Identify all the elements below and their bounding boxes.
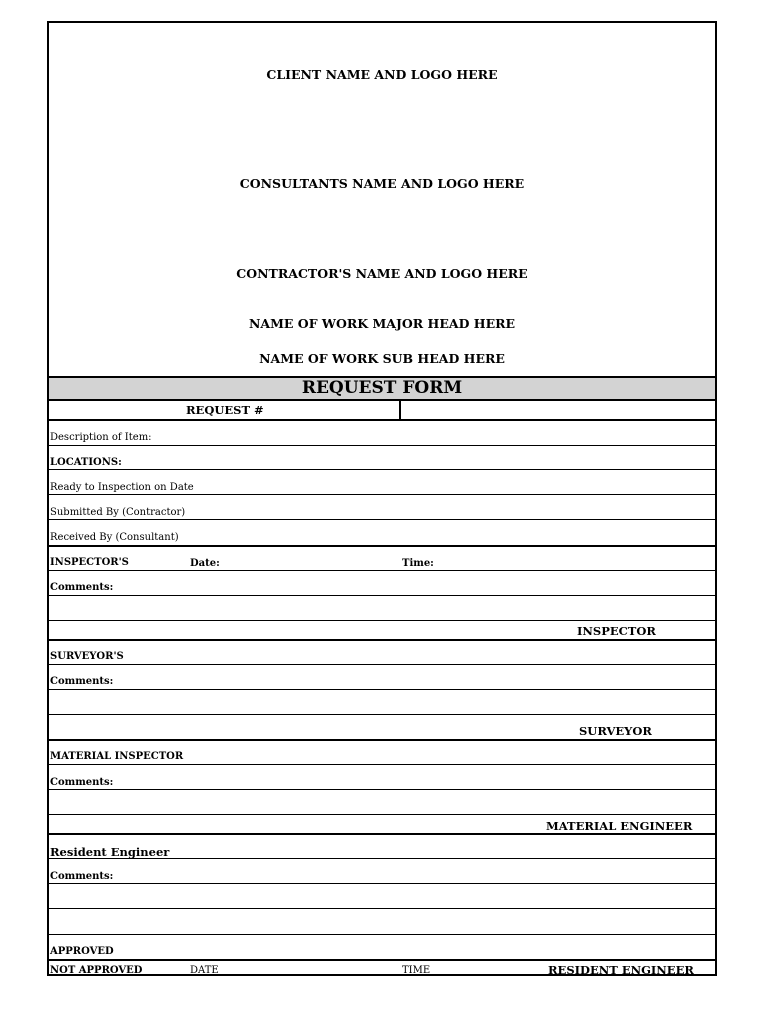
divider — [49, 959, 715, 961]
request-form — [47, 21, 717, 976]
inspector-time-label: Time: — [402, 558, 434, 569]
resident-date-label: DATE — [190, 965, 219, 976]
divider — [49, 858, 715, 859]
divider — [49, 620, 715, 621]
divider — [49, 639, 715, 641]
divider — [49, 419, 715, 421]
material-comments-label: Comments: — [50, 777, 114, 788]
divider — [49, 595, 715, 596]
locations-label: LOCATIONS: — [50, 457, 122, 468]
work-sub-head-placeholder: NAME OF WORK SUB HEAD HERE — [259, 351, 505, 366]
divider — [49, 664, 715, 665]
resident-engineer-heading: Resident Engineer — [50, 845, 170, 859]
material-engineer-signoff: MATERIAL ENGINEER — [546, 819, 693, 833]
divider — [49, 494, 715, 495]
divider — [49, 714, 715, 715]
divider — [49, 833, 715, 835]
divider — [49, 789, 715, 790]
received-by-label: Received By (Consultant) — [50, 532, 179, 543]
inspector-signoff: INSPECTOR — [577, 624, 656, 638]
divider — [49, 570, 715, 571]
approved-label: APPROVED — [50, 946, 114, 957]
consultant-name-placeholder: CONSULTANTS NAME AND LOGO HERE — [239, 176, 525, 191]
divider — [49, 545, 715, 547]
submitted-by-label: Submitted By (Contractor) — [50, 507, 186, 518]
request-number-divider — [399, 401, 401, 420]
inspector-heading: INSPECTOR'S — [50, 557, 129, 568]
divider — [49, 445, 715, 446]
inspector-date-label: Date: — [190, 558, 220, 569]
divider — [49, 908, 715, 909]
divider — [49, 814, 715, 815]
material-inspector-heading: MATERIAL INSPECTOR — [50, 751, 184, 762]
divider — [49, 934, 715, 935]
resident-comments-label: Comments: — [50, 871, 114, 882]
form-title: REQUEST FORM — [49, 376, 715, 401]
divider — [49, 689, 715, 690]
contractor-name-placeholder: CONTRACTOR'S NAME AND LOGO HERE — [236, 266, 528, 281]
ready-date-label: Ready to Inspection on Date — [50, 482, 194, 493]
not-approved-label: NOT APPROVED — [50, 965, 143, 976]
client-name-placeholder: CLIENT NAME AND LOGO HERE — [266, 67, 498, 82]
resident-time-label: TIME — [402, 965, 431, 976]
divider — [49, 883, 715, 884]
inspector-comments-label: Comments: — [50, 582, 114, 593]
description-label: Description of Item: — [50, 432, 152, 443]
surveyor-heading: SURVEYOR'S — [50, 651, 124, 662]
divider — [49, 519, 715, 520]
divider — [49, 739, 715, 741]
surveyor-comments-label: Comments: — [50, 676, 114, 687]
divider — [49, 469, 715, 470]
divider — [49, 764, 715, 765]
surveyor-signoff: SURVEYOR — [579, 724, 652, 738]
request-number-label: REQUEST # — [186, 403, 264, 417]
resident-engineer-signoff: RESIDENT ENGINEER — [548, 963, 694, 977]
work-major-head-placeholder: NAME OF WORK MAJOR HEAD HERE — [248, 316, 516, 331]
